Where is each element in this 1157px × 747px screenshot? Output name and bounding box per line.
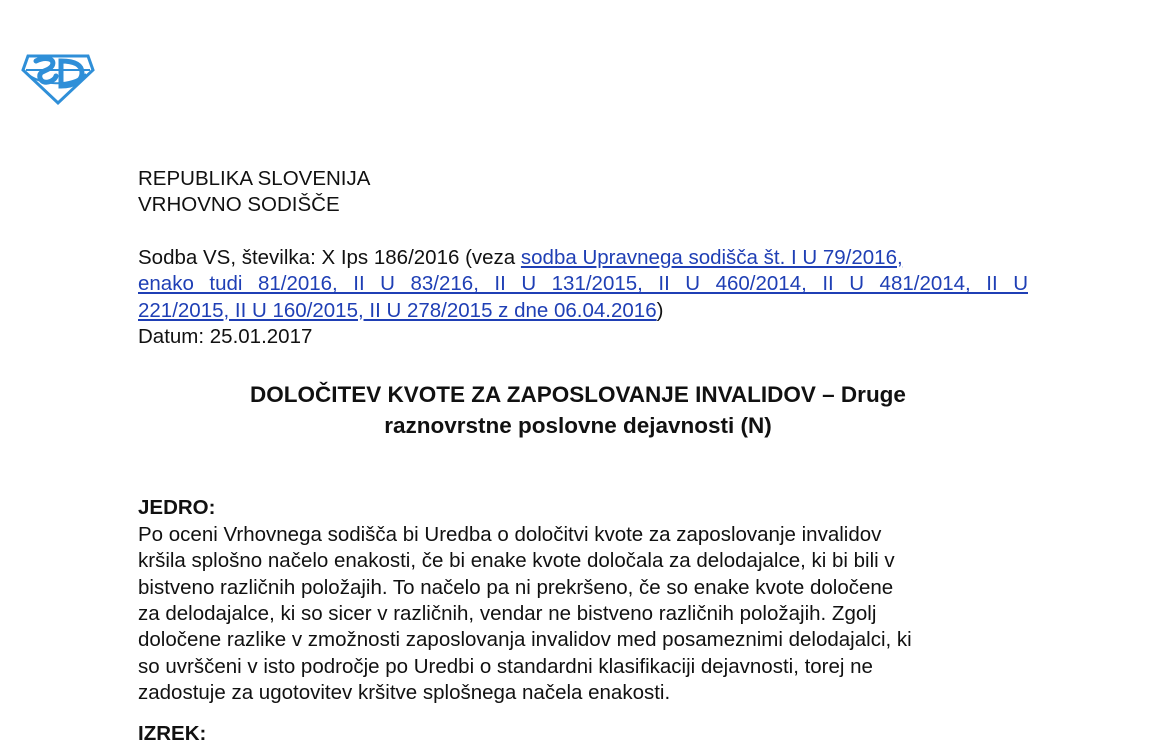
jedro-line: so uvrščeni v isto področje po Uredbi o standardni klasifikaciji dejavnosti, torej ne <box>138 654 873 678</box>
jedro-line: bistveno različnih položajih. To načelo pa ni prekršeno, če so enake kvote določene <box>138 575 894 599</box>
title-line-1: DOLOČITEV KVOTE ZA ZAPOSLOVANJE INVALIDOV – Druge <box>250 382 906 408</box>
header-court: VRHOVNO SODIŠČE <box>138 193 340 217</box>
citation-date: Datum: 25.01.2017 <box>138 325 313 349</box>
header-country: REPUBLIKA SLOVENIJA <box>138 167 371 190</box>
citation-suffix: ) <box>656 298 664 322</box>
citation-link-part-2[interactable]: enako tudi 81/2016, II U 83/216, II U 131/2015, II U 460/2014, II U 481/2014, II U <box>138 272 1028 296</box>
title-line-2: raznovrstne poslovne dejavnosti (N) <box>384 413 772 439</box>
izrek-heading: IZREK: <box>138 721 207 745</box>
citation-block <box>138 245 1028 351</box>
jedro-heading: JEDRO: <box>138 496 216 520</box>
jedro-line: določene razlike v zmožnosti zaposlovanja invalidov med posameznimi delodajalci, ki <box>138 628 912 652</box>
citation-link-part-3[interactable]: 221/2015, II U 160/2015, II U 278/2015 z dne 06.04.2016 <box>138 298 657 322</box>
jedro-line: Po oceni Vrhovnega sodišča bi Uredba o določitvi kvote za zaposlovanje invalidov <box>138 522 882 546</box>
citation-prefix: Sodba VS, številka: X Ips 186/2016 (veza <box>138 245 521 269</box>
jedro-line: zadostuje za ugotovitev kršitve splošnega načela enakosti. <box>138 681 671 705</box>
citation-line-2 <box>138 271 1028 297</box>
citation-line-1 <box>138 245 1028 271</box>
document-title <box>138 379 1018 441</box>
izrek-heading-partial <box>138 721 1028 745</box>
citation-link-part-1[interactable]: sodba Upravnega sodišča št. I U 79/2016, <box>520 245 903 269</box>
jedro-paragraph <box>138 522 1028 707</box>
citation-line-3 <box>138 298 1028 324</box>
jedro-line: kršila splošno načelo enakosti, če bi enake kvote določala za delodajalce, ki bi bili v <box>138 549 895 573</box>
document-page <box>138 166 1028 745</box>
jedro-line: za delodajalce, ki so sicer v različnih, vendar ne bistveno različnih položajih. Zgolj <box>138 602 877 626</box>
court-emblem-icon <box>22 50 94 104</box>
